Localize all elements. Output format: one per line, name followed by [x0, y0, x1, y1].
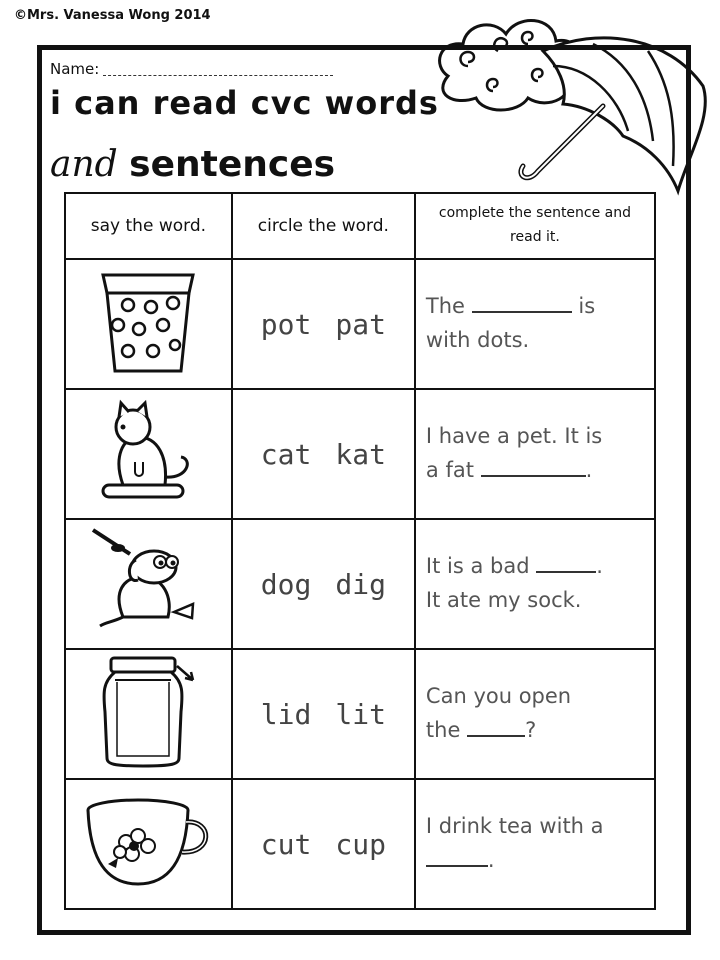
- sentence-cell: [415, 519, 655, 649]
- name-blank[interactable]: [103, 75, 333, 76]
- sentence-cell: [415, 389, 655, 519]
- word-choices: [232, 519, 415, 649]
- word-choice[interactable]: cut: [260, 827, 312, 861]
- word-choice[interactable]: kat: [335, 437, 386, 471]
- sentence-text: It is a bad: [425, 554, 530, 579]
- sentence-text: a fat: [425, 458, 474, 482]
- sentence-cell: [415, 259, 655, 389]
- word-choices: [232, 649, 415, 779]
- word-choice[interactable]: dig: [335, 567, 386, 601]
- subtitle-and: and: [50, 144, 118, 185]
- sentence-text: ?: [525, 718, 537, 742]
- header-complete: complete the sentence and read it.: [415, 193, 655, 259]
- answer-blank[interactable]: [467, 714, 525, 737]
- header-row: [65, 193, 655, 259]
- name-field[interactable]: [50, 60, 333, 78]
- picture-cell: [65, 259, 232, 389]
- picture-cell: [65, 519, 232, 649]
- page-subtitle: [50, 144, 335, 185]
- sentence-text: It ate my sock.: [425, 588, 582, 612]
- word-choice[interactable]: lid: [260, 697, 312, 731]
- sentence-text: I drink tea with a: [425, 814, 604, 839]
- copyright-text: ©Mrs. Vanessa Wong 2014: [14, 8, 211, 23]
- dog-icon: [88, 522, 208, 642]
- picture-cell: [65, 779, 232, 909]
- sentence-text: .: [596, 554, 603, 579]
- sentence-cell: [415, 649, 655, 779]
- table-row: [65, 259, 655, 389]
- answer-blank[interactable]: [472, 290, 572, 313]
- jar-icon: [93, 652, 203, 772]
- table-row: [65, 649, 655, 779]
- sentence-text: with dots.: [425, 328, 530, 352]
- answer-blank[interactable]: [481, 454, 586, 477]
- picture-cell: [65, 389, 232, 519]
- name-label: Name:: [50, 60, 100, 78]
- sentence-text: Can you open: [425, 684, 572, 709]
- answer-blank[interactable]: [536, 550, 596, 573]
- word-choice[interactable]: cup: [335, 827, 386, 861]
- word-choices: [232, 389, 415, 519]
- sentence-text: .: [487, 848, 495, 872]
- cup-icon: [78, 792, 218, 892]
- word-choices: [232, 779, 415, 909]
- answer-blank[interactable]: [426, 844, 488, 867]
- sentence-text: the: [425, 718, 461, 742]
- sentence-text: .: [585, 458, 593, 482]
- worksheet-table: [64, 192, 656, 910]
- sentence-text: The: [425, 294, 465, 319]
- word-choices: [232, 259, 415, 389]
- table-row: [65, 519, 655, 649]
- page-title: i can read cvc words: [50, 84, 439, 122]
- table-row: [65, 389, 655, 519]
- pot-icon: [93, 267, 203, 377]
- sentence-cell: [415, 779, 655, 909]
- sentence-text: is: [578, 294, 596, 319]
- subtitle-sentences: sentences: [129, 144, 336, 185]
- word-choice[interactable]: pat: [335, 307, 386, 341]
- word-choice[interactable]: dog: [260, 567, 312, 601]
- word-choice[interactable]: cat: [260, 437, 312, 471]
- table-row: [65, 779, 655, 909]
- word-choice[interactable]: pot: [260, 307, 312, 341]
- header-say: say the word.: [65, 193, 232, 259]
- word-choice[interactable]: lit: [335, 697, 386, 731]
- cat-icon: [93, 397, 203, 507]
- header-circle: circle the word.: [232, 193, 415, 259]
- sentence-text: I have a pet. It is: [425, 424, 603, 449]
- picture-cell: [65, 649, 232, 779]
